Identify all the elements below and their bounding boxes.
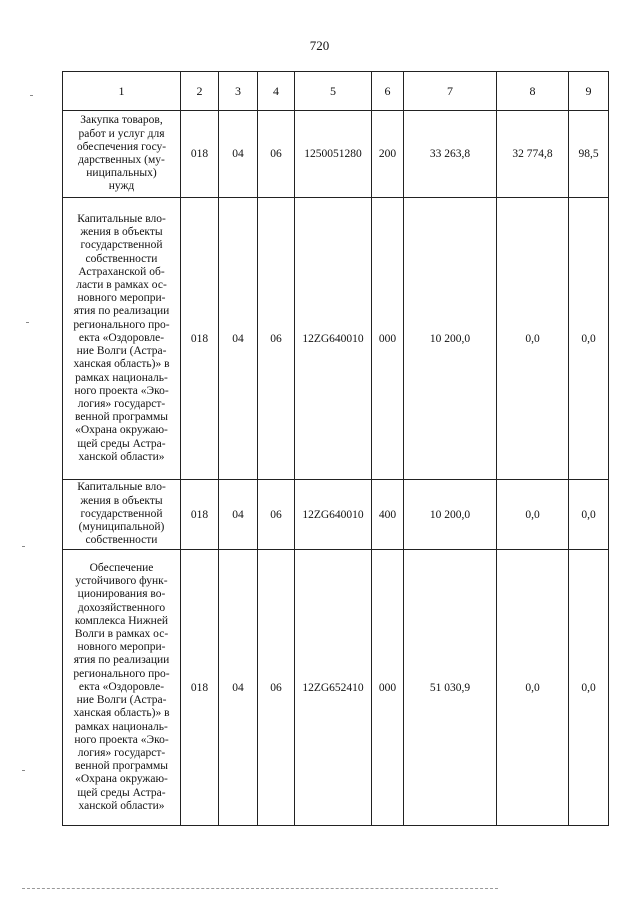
cell-c7: 10 200,0 [404, 198, 497, 480]
description-line: ятия по реализации [73, 654, 170, 667]
description-line: ного проекта «Эко- [74, 733, 169, 746]
description-line: ятия по реализации [73, 305, 170, 318]
bottom-divider [22, 888, 498, 889]
col-header: 7 [404, 72, 497, 111]
description-line: работ и услуг для [78, 127, 165, 140]
description-line: Капитальные вло- [77, 481, 166, 494]
description-line: екта «Оздоровле- [78, 680, 165, 693]
table-body [63, 111, 609, 826]
row-description [63, 198, 181, 480]
cell-c5: 12ZG640010 [295, 480, 372, 550]
table-row [63, 550, 609, 826]
cell-c4: 06 [258, 111, 295, 198]
cell-c2: 018 [181, 198, 219, 480]
description-line: (муниципальной) [78, 521, 165, 534]
description-line: дохозяйственного [77, 601, 166, 614]
cell-c2: 018 [181, 480, 219, 550]
description-line: ниципальных) [86, 167, 157, 180]
cell-c2: 018 [181, 111, 219, 198]
description-line: Капитальные вло- [77, 213, 166, 226]
description-line: новного меропри- [77, 292, 166, 305]
cell-c6: 400 [372, 480, 404, 550]
description-line: нужд [108, 180, 135, 193]
cell-c8: 0,0 [497, 198, 569, 480]
row-description [63, 550, 181, 826]
description-line: ласти в рамках ос- [76, 279, 167, 292]
description-line: новного меропри- [77, 641, 166, 654]
description-line: ние Волги (Астра- [76, 694, 167, 707]
description-line: рамках националь- [75, 720, 168, 733]
row-description [63, 111, 181, 198]
cell-c8: 0,0 [497, 550, 569, 826]
cell-c7: 10 200,0 [404, 480, 497, 550]
cell-c6: 200 [372, 111, 404, 198]
description-line: ханская область)» в [73, 358, 170, 371]
description-line: ние Волги (Астра- [76, 345, 167, 358]
cell-c9: 0,0 [569, 480, 609, 550]
col-header: 4 [258, 72, 295, 111]
description-line: жения в объекты [80, 226, 163, 239]
description-line: государственной [80, 507, 163, 520]
cell-c2: 018 [181, 550, 219, 826]
description-line: Астраханской об- [78, 265, 165, 278]
description-line: жения в объекты [80, 494, 163, 507]
description-line: обеспечения госу- [76, 140, 167, 153]
margin-mark [22, 546, 25, 547]
description-line: щей среды Астра- [77, 786, 166, 799]
description-line: дарственных (му- [78, 154, 165, 166]
cell-c6: 000 [372, 550, 404, 826]
col-header: 9 [569, 72, 609, 111]
margin-mark [30, 95, 33, 96]
description-line: логия» государст- [77, 397, 166, 410]
description-line: Закупка товаров, [80, 114, 163, 127]
budget-table [62, 71, 609, 826]
description-line: регионального про- [73, 318, 170, 331]
cell-c3: 04 [219, 111, 258, 198]
row-description [63, 480, 181, 550]
description-line: венной программы [74, 760, 169, 773]
cell-c4: 06 [258, 198, 295, 480]
cell-c4: 06 [258, 550, 295, 826]
description-line: ханская область)» в [73, 707, 170, 720]
description-line: ного проекта «Эко- [74, 384, 169, 397]
cell-c7: 51 030,9 [404, 550, 497, 826]
col-header: 2 [181, 72, 219, 111]
cell-c9: 0,0 [569, 550, 609, 826]
cell-c9: 0,0 [569, 198, 609, 480]
table-row [63, 480, 609, 550]
description-line: регионального про- [73, 667, 170, 680]
description-line: устойчивого функ- [75, 575, 168, 588]
description-line: логия» государст- [77, 746, 166, 759]
cell-c3: 04 [219, 198, 258, 480]
table-row [63, 198, 609, 480]
cell-c4: 06 [258, 480, 295, 550]
col-header: 5 [295, 72, 372, 111]
description-line: Обеспечение [89, 562, 154, 575]
header-row [63, 72, 609, 111]
col-header: 3 [219, 72, 258, 111]
description-line: ционирования во- [77, 588, 166, 601]
description-line: Волги в рамках ос- [74, 628, 169, 641]
description-line: ханской области» [78, 799, 165, 812]
page-number: 720 [309, 38, 330, 53]
cell-c3: 04 [219, 480, 258, 550]
description-line: государственной [80, 239, 163, 252]
description-line: венной программы [74, 411, 169, 424]
margin-mark [26, 322, 29, 323]
cell-c6: 000 [372, 198, 404, 480]
col-header: 1 [63, 72, 181, 111]
cell-c5: 12ZG640010 [295, 198, 372, 480]
description-line: рамках националь- [75, 371, 168, 384]
cell-c7: 33 263,8 [404, 111, 497, 198]
col-header: 6 [372, 72, 404, 111]
cell-c8: 0,0 [497, 480, 569, 550]
cell-c3: 04 [219, 550, 258, 826]
description-line: собственности [85, 534, 158, 547]
cell-c9: 98,5 [569, 111, 609, 198]
description-line: комплекса Нижней [74, 614, 169, 627]
margin-mark [22, 770, 25, 771]
description-line: щей среды Астра- [77, 437, 166, 450]
description-line: ханской области» [78, 450, 165, 463]
description-line: собственности [85, 252, 158, 265]
cell-c5: 12ZG652410 [295, 550, 372, 826]
col-header: 8 [497, 72, 569, 111]
description-line: «Охрана окружаю- [75, 424, 168, 437]
table-row [63, 111, 609, 198]
cell-c5: 1250051280 [295, 111, 372, 198]
cell-c8: 32 774,8 [497, 111, 569, 198]
description-line: «Охрана окружаю- [75, 773, 168, 786]
description-line: екта «Оздоровле- [78, 331, 165, 344]
